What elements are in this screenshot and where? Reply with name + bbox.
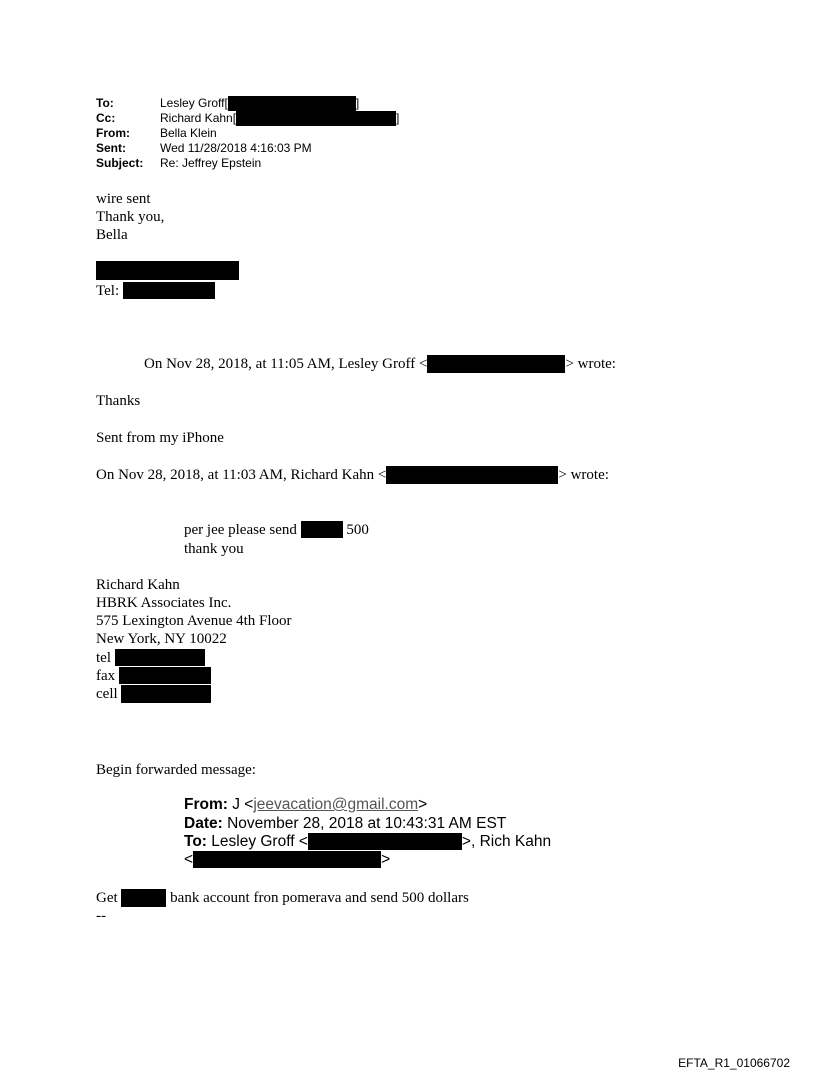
- subject-value: Re: Jeffrey Epstein: [160, 156, 262, 170]
- forward-intro: Begin forwarded message:: [96, 762, 256, 778]
- quote-line: thank you: [184, 541, 244, 557]
- forward-to: To: Lesley Groff < >, Rich Kahn: [184, 833, 552, 850]
- signature-line: Richard Kahn: [96, 577, 180, 593]
- cc-value: Richard Kahn[ ]: [160, 111, 400, 125]
- redaction-block: [308, 833, 462, 850]
- reply-line: Thank you,: [96, 209, 165, 225]
- quote-signature: Sent from my iPhone: [96, 430, 224, 446]
- quote-header: On Nov 28, 2018, at 11:05 AM, Lesley Groff < > wrote:: [144, 356, 616, 372]
- redaction-block: [301, 521, 343, 538]
- to-value: Lesley Groff[ ]: [160, 96, 360, 110]
- cc-label: Cc:: [96, 111, 116, 125]
- signature-fax: fax: [96, 667, 211, 685]
- forward-signature-dash: --: [96, 908, 106, 924]
- sent-label: Sent:: [96, 141, 126, 155]
- redaction-block: [228, 96, 356, 111]
- redaction-block: [427, 355, 565, 373]
- redaction-block: [96, 261, 239, 280]
- signature-line: 575 Lexington Avenue 4th Floor: [96, 613, 292, 629]
- subject-label: Subject:: [96, 156, 144, 170]
- forward-body: Get bank account fron pomerava and send 500 dollars: [96, 890, 469, 906]
- signature-cell: cell: [96, 685, 211, 703]
- reply-line: Bella: [96, 227, 128, 243]
- quote-line: Thanks: [96, 393, 141, 409]
- from-label: From:: [96, 126, 130, 140]
- redaction-block: [123, 282, 215, 299]
- signature-tel: tel: [96, 649, 205, 667]
- reply-line: wire sent: [96, 191, 151, 207]
- quote-header: On Nov 28, 2018, at 11:03 AM, Richard Kahn < > wrote:: [96, 467, 609, 483]
- redaction-block: [193, 851, 381, 868]
- reply-tel: Tel:: [96, 282, 215, 300]
- redaction-block: [121, 889, 166, 907]
- redaction-block: [121, 685, 211, 703]
- document-id: EFTA_R1_01066702: [678, 1056, 790, 1070]
- to-label: To:: [96, 96, 114, 110]
- redaction-block: [119, 667, 211, 684]
- forward-to-line2: < >: [184, 851, 391, 868]
- sent-value: Wed 11/28/2018 4:16:03 PM: [160, 141, 312, 155]
- from-value: Bella Klein: [160, 126, 217, 140]
- signature-line: HBRK Associates Inc.: [96, 595, 232, 611]
- redaction-block: [236, 111, 396, 126]
- forward-date: Date: November 28, 2018 at 10:43:31 AM EST: [184, 815, 507, 832]
- from-email-link[interactable]: jeevacation@gmail.com: [253, 796, 419, 813]
- forward-from: From: J <jeevacation@gmail.com>: [184, 796, 428, 813]
- quote-line: per jee please send 500: [184, 522, 369, 538]
- signature-line: New York, NY 10022: [96, 631, 227, 647]
- redaction-block: [115, 649, 205, 666]
- redaction-block: [386, 466, 558, 484]
